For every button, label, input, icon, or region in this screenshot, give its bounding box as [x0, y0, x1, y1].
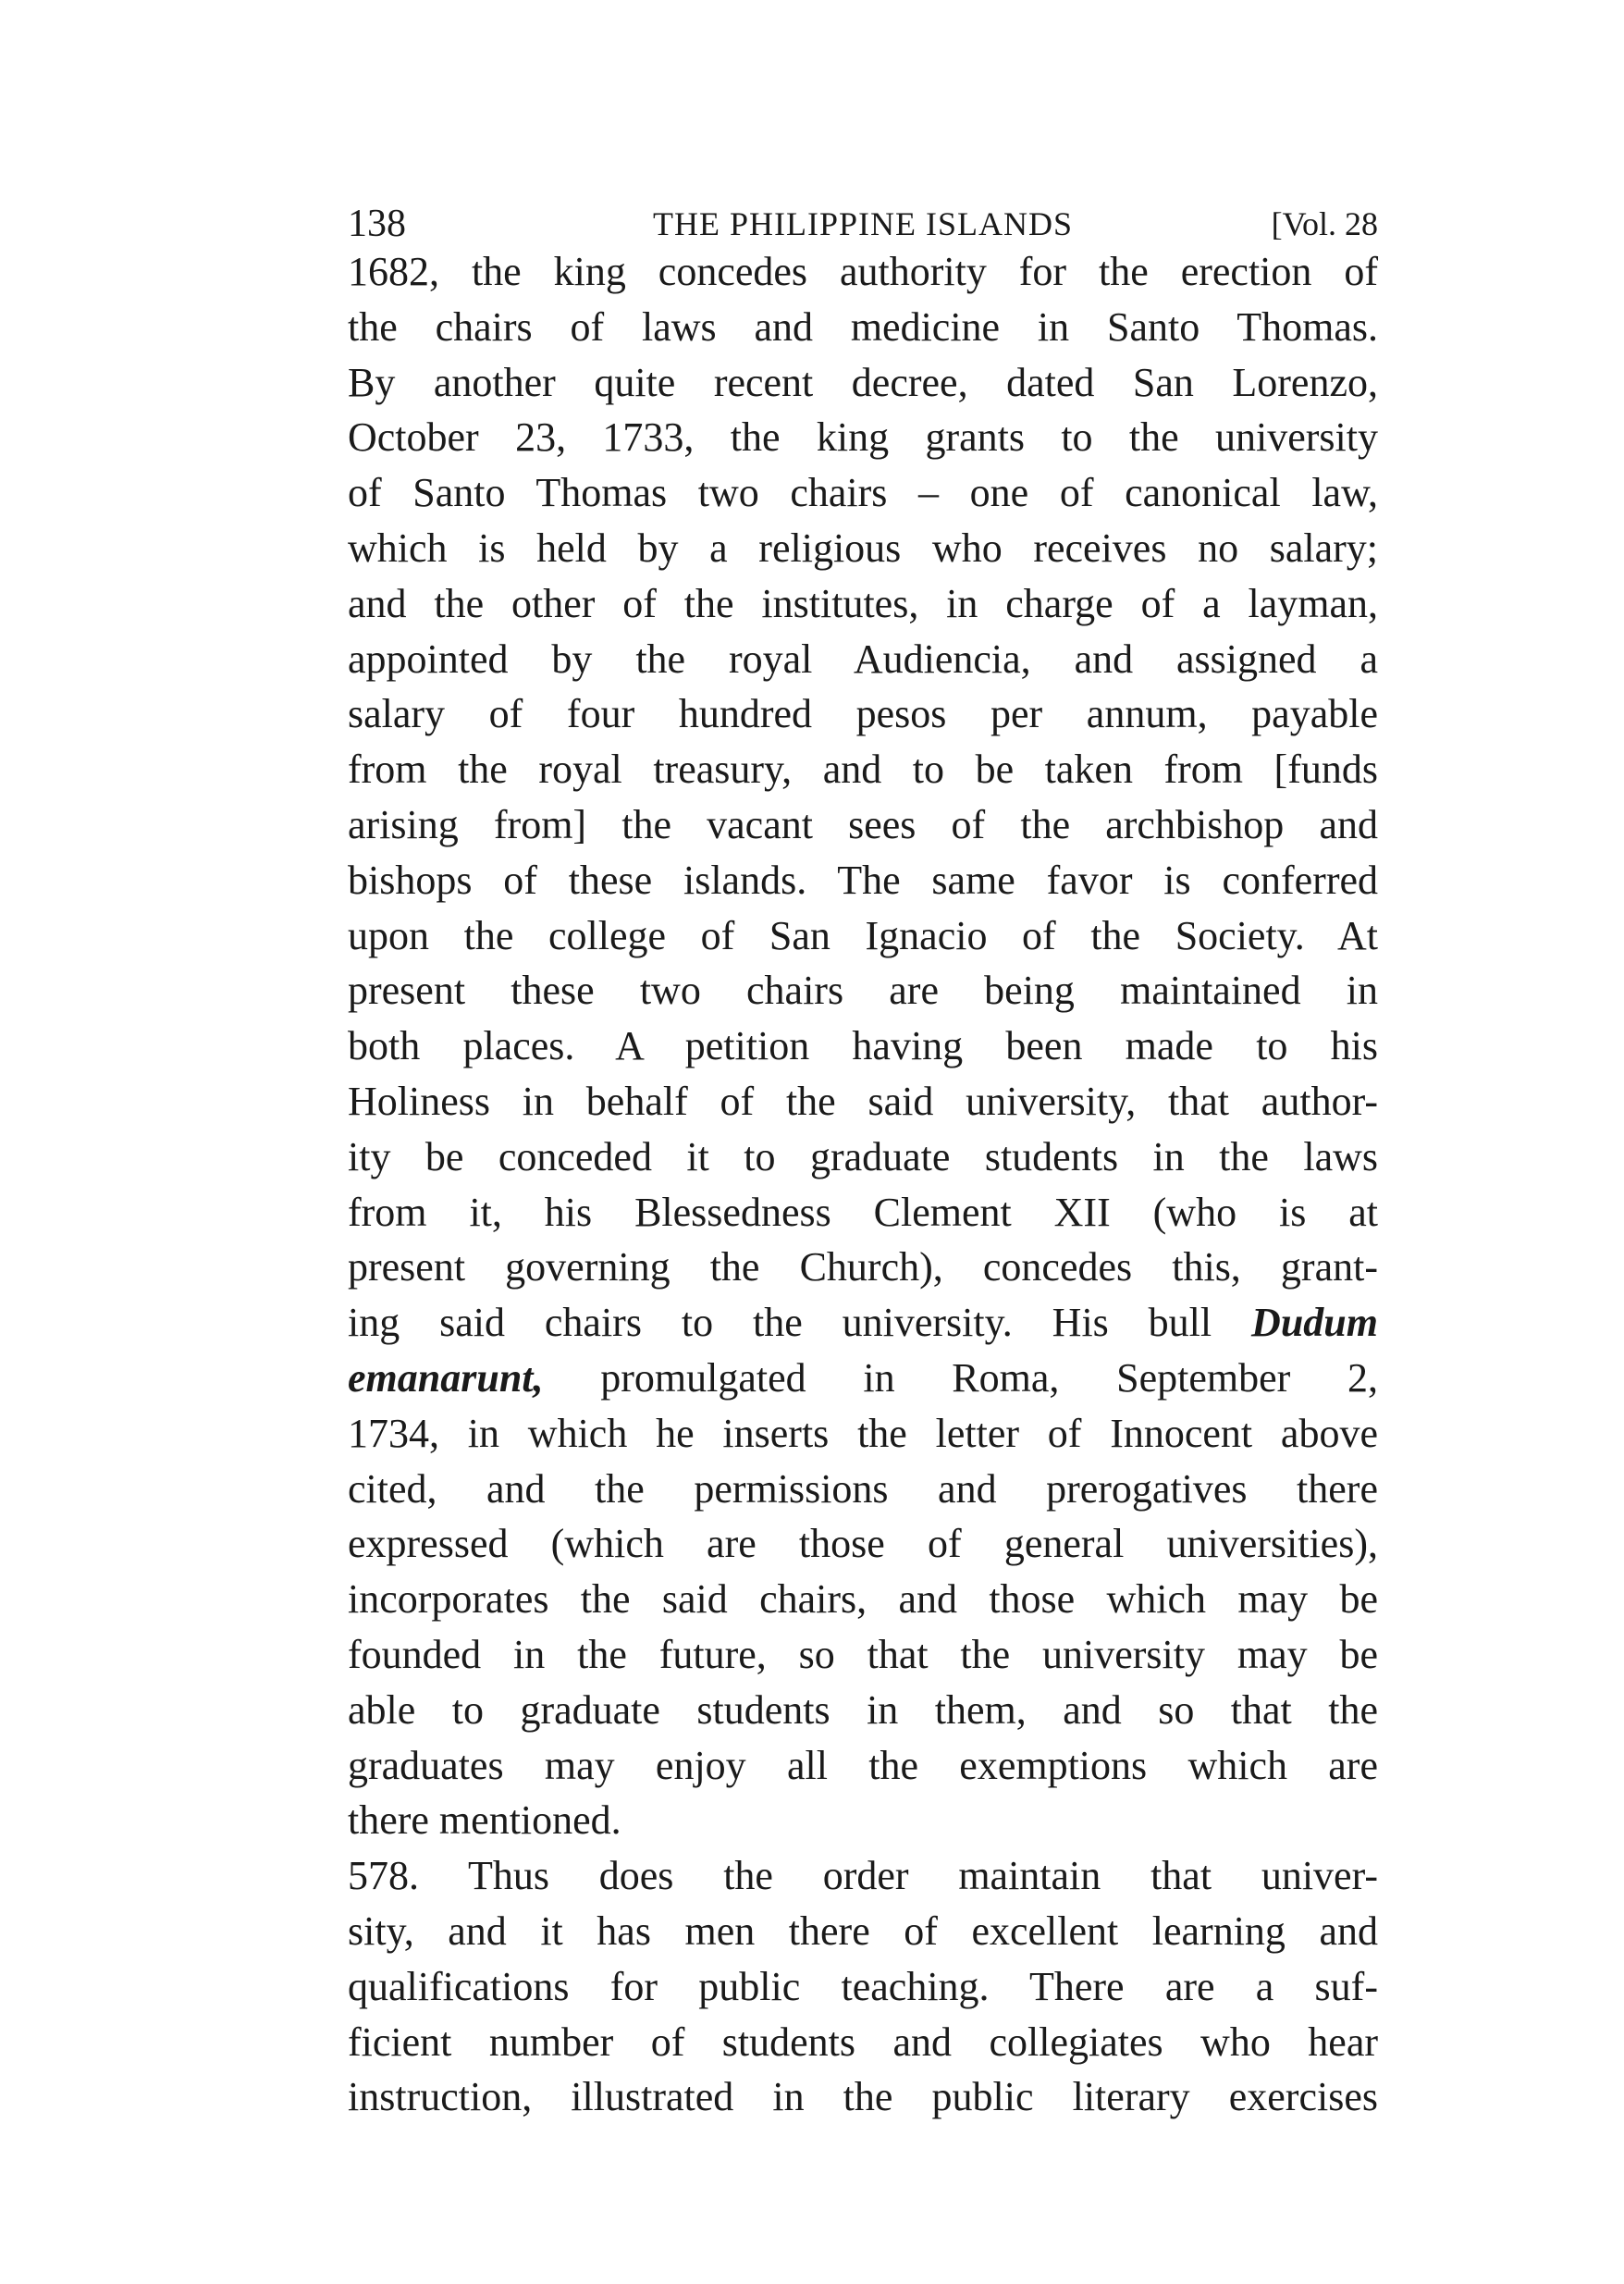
text-line: expressed (which are those of general universities),	[348, 1521, 1378, 1567]
text-line: which is held by a religious who receives no salary;	[348, 525, 1378, 571]
page-number: 138	[348, 203, 406, 245]
text-line: bishops of these islands. The same favor is conferred	[348, 857, 1378, 903]
text-line: of Santo Thomas two chairs – one of canonical law,	[348, 470, 1378, 516]
text-line: able to graduate students in them, and so that the	[348, 1686, 1378, 1733]
text-line: 1734, in which he inserts the letter of Innocent above	[348, 1410, 1378, 1456]
text-line: the chairs of laws and medicine in Santo Thomas.	[348, 303, 1378, 350]
text-line: present governing the Church), concedes this, grant-	[348, 1244, 1378, 1290]
text-segment: ing said chairs to the university. His bull	[348, 1300, 1212, 1346]
italic-bull-name: Dudum	[1251, 1300, 1378, 1346]
running-header	[348, 196, 1378, 252]
text-line: instruction, illustrated in the public literary exercises	[348, 2074, 1378, 2120]
text-line: present these two chairs are being maintained in	[348, 968, 1378, 1014]
text-line: sity, and it has men there of excellent learning and	[348, 1907, 1378, 1954]
text-line: from it, his Blessedness Clement XII (who is at	[348, 1189, 1378, 1235]
text-line: upon the college of San Ignacio of the Society. At	[348, 912, 1378, 958]
text-line: and the other of the institutes, in charge of a layman,	[348, 580, 1378, 626]
text-line	[348, 1295, 1378, 1351]
italic-bull-name: emanarunt,	[348, 1354, 544, 1401]
text-segment: promulgated in Roma, September 2,	[600, 1354, 1379, 1401]
text-line: Holiness in behalf of the said university, that author-	[348, 1078, 1378, 1124]
text-line: from the royal treasury, and to be taken from [funds	[348, 747, 1378, 793]
text-line: 578. Thus does the order maintain that univer-	[348, 1853, 1378, 1899]
text-line: graduates may enjoy all the exemptions which are	[348, 1742, 1378, 1788]
text-line: founded in the future, so that the university may be	[348, 1631, 1378, 1677]
text-line: ficient number of students and collegiates who hear	[348, 2019, 1378, 2065]
text-line: both places. A petition having been made to his	[348, 1023, 1378, 1069]
text-line	[348, 1351, 1378, 1406]
text-line: ity be conceded it to graduate students in the laws	[348, 1133, 1378, 1179]
text-line: there mentioned.	[348, 1797, 621, 1844]
text-line: incorporates the said chairs, and those which may be	[348, 1576, 1378, 1623]
text-line: By another quite recent decree, dated San Lorenzo,	[348, 359, 1378, 405]
text-line: October 23, 1733, the king grants to the university	[348, 414, 1378, 461]
volume-number: [Vol. 28	[1271, 205, 1378, 242]
text-line: appointed by the royal Audiencia, and assigned a	[348, 636, 1378, 682]
text-line: cited, and the permissions and prerogatives there	[348, 1465, 1378, 1512]
text-line: qualifications for public teaching. There are a suf-	[348, 1963, 1378, 2009]
body-text	[348, 244, 1378, 2125]
text-line: salary of four hundred pesos per annum, payable	[348, 691, 1378, 737]
running-title: THE PHILIPPINE ISLANDS	[653, 205, 1073, 242]
text-line: arising from] the vacant sees of the archbishop and	[348, 801, 1378, 847]
text-line: 1682, the king concedes authority for the erection of	[348, 249, 1378, 294]
